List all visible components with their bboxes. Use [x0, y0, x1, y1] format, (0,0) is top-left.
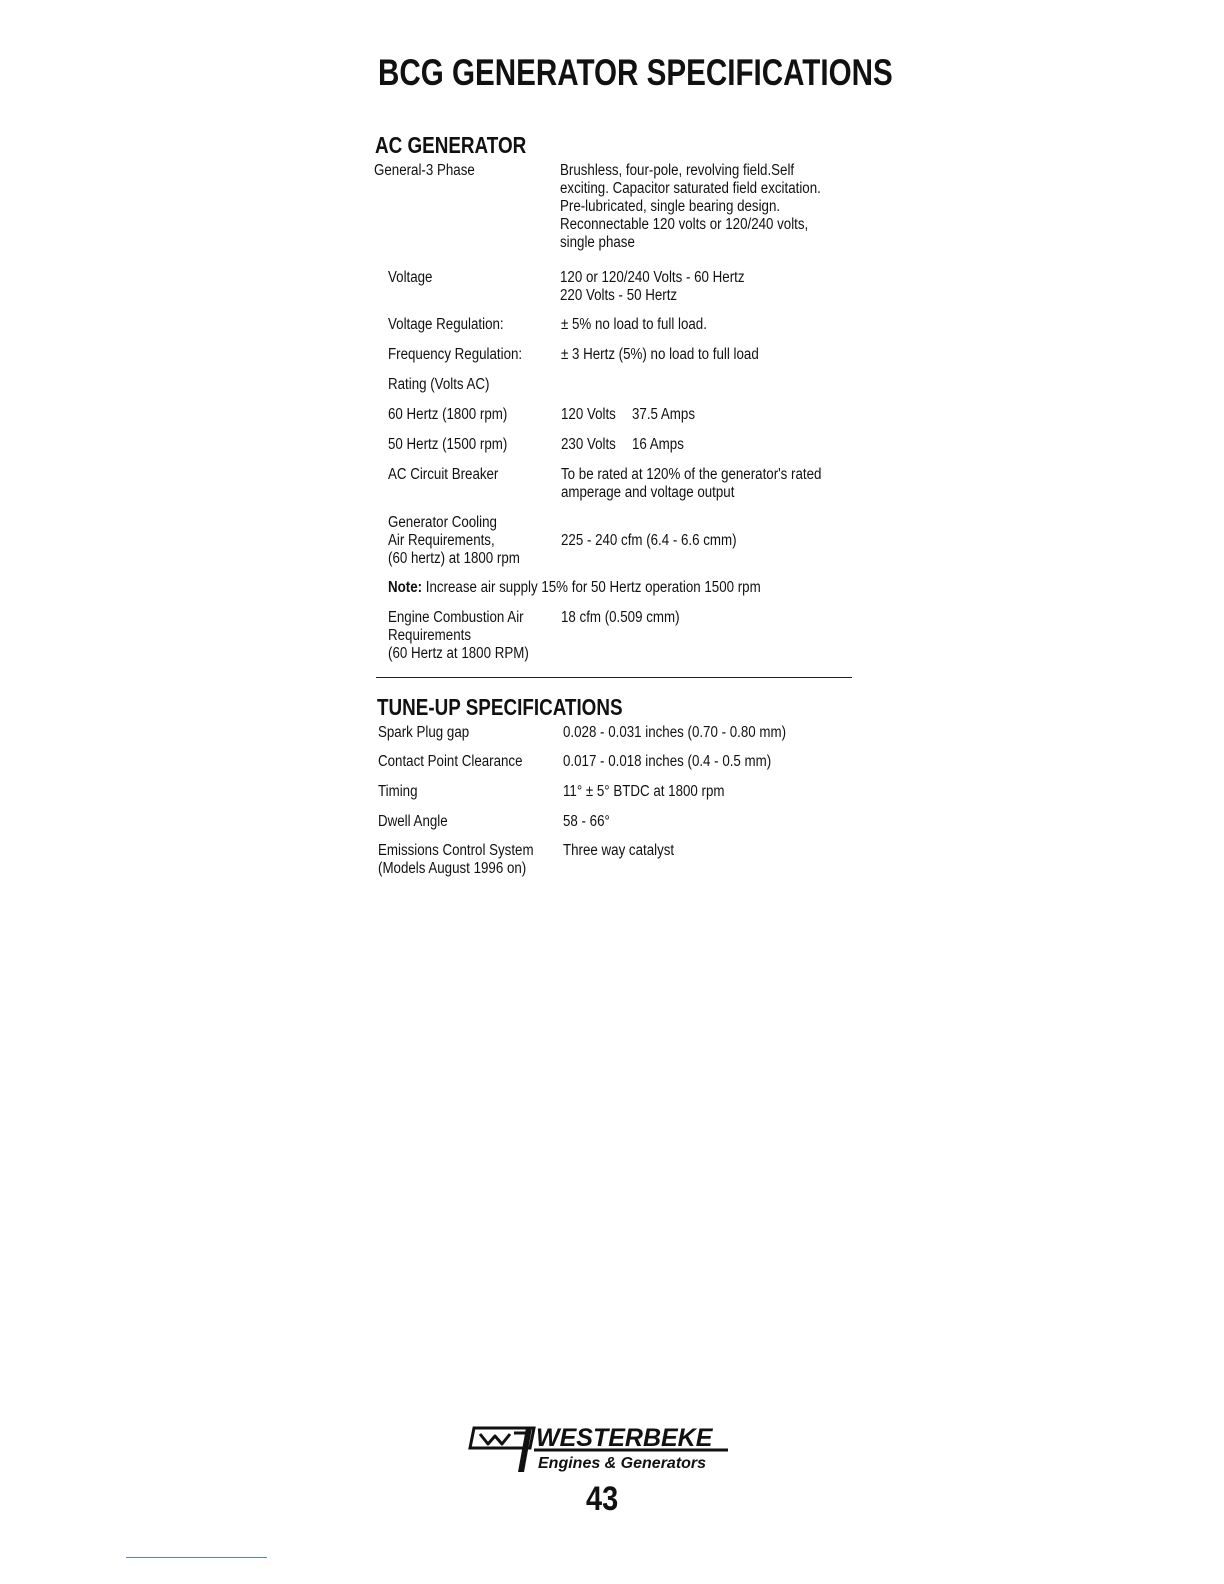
note-text-line: [388, 579, 761, 597]
spec-value-line: amperage and voltage output: [561, 484, 735, 501]
page-number: 43: [586, 1480, 619, 1518]
spec-value: 0.028 - 0.031 inches (0.70 - 0.80 mm): [563, 724, 787, 741]
spec-label: Timing: [378, 783, 418, 800]
note-text: Increase air supply 15% for 50 Hertz operation 1500 rpm: [425, 579, 761, 596]
spec-label-line: Emissions Control System: [378, 842, 534, 859]
spec-value-amps: 37.5 Amps: [632, 406, 695, 423]
spec-label: Voltage: [388, 269, 433, 286]
note-label: Note:: [388, 579, 423, 596]
ac-generator-heading: AC GENERATOR: [375, 132, 527, 158]
spec-value: Three way catalyst: [563, 842, 675, 859]
spec-label-line: Generator Cooling: [388, 514, 497, 531]
logo-tagline-text: Engines & Generators: [538, 1455, 707, 1472]
spec-label: Contact Point Clearance: [378, 753, 523, 770]
spec-label: [388, 514, 541, 568]
spec-value: 58 - 66°: [563, 813, 610, 830]
logo-brand-text: WESTERBEKE: [536, 1424, 713, 1452]
spec-label-line: Air Requirements,: [388, 532, 495, 549]
spec-value: 225 - 240 cfm (6.4 - 6.6 cmm): [561, 532, 737, 549]
spec-label: Dwell Angle: [378, 813, 448, 830]
spec-label-line: (Models August 1996 on): [378, 860, 527, 877]
w-mark-icon: [480, 1434, 510, 1444]
spec-label: Rating (Volts AC): [388, 376, 490, 393]
spec-value: 18 cfm (0.509 cmm): [561, 609, 680, 626]
spec-label-line: Requirements: [388, 627, 471, 644]
spec-label: General-3 Phase: [374, 162, 475, 179]
spec-label: Voltage Regulation:: [388, 316, 504, 333]
spec-label: 60 Hertz (1800 rpm): [388, 406, 508, 423]
page-title: BCG GENERATOR SPECIFICATIONS: [378, 52, 893, 93]
spec-value-line: 220 Volts - 50 Hertz: [560, 287, 678, 304]
spec-value: ± 3 Hertz (5%) no load to full load: [561, 346, 759, 363]
spec-label-line: (60 hertz) at 1800 rpm: [388, 550, 520, 567]
spec-value: 0.017 - 0.018 inches (0.4 - 0.5 mm): [563, 753, 772, 770]
section-divider: [376, 677, 852, 678]
spec-value-amps: 16 Amps: [632, 436, 684, 453]
spec-value: [560, 162, 863, 252]
spec-value-line: 120 or 120/240 Volts - 60 Hertz: [560, 269, 745, 286]
spec-value: [561, 466, 864, 502]
spec-value-line: single phase: [560, 234, 635, 251]
footer-underline: [126, 1557, 267, 1558]
spec-value-volts: 230 Volts: [561, 436, 616, 453]
spec-value-line: Pre-lubricated, single bearing design.: [560, 198, 781, 215]
spec-value: ± 5% no load to full load.: [561, 316, 707, 333]
spec-value-line: Reconnectable 120 volts or 120/240 volts,: [560, 216, 809, 233]
spec-value: 11° ± 5° BTDC at 1800 rpm: [563, 783, 725, 800]
spec-label-line: (60 Hertz at 1800 RPM): [388, 645, 529, 662]
spec-label: AC Circuit Breaker: [388, 466, 499, 483]
spec-value-line: Brushless, four-pole, revolving field.Self: [560, 162, 795, 179]
spec-label: Spark Plug gap: [378, 724, 470, 741]
spec-value-line: To be rated at 120% of the generator's rated: [561, 466, 822, 483]
spec-value-volts: 120 Volts: [561, 406, 616, 423]
tuneup-heading: TUNE-UP SPECIFICATIONS: [377, 694, 623, 720]
spec-label-line: Engine Combustion Air: [388, 609, 524, 626]
spec-value: [560, 269, 775, 305]
spec-value-line: exciting. Capacitor saturated field excitation.: [560, 180, 821, 197]
spec-label: [378, 842, 559, 878]
spec-label: Frequency Regulation:: [388, 346, 523, 363]
westerbeke-logo: [468, 1424, 730, 1474]
spec-label: [388, 609, 552, 663]
spec-label: 50 Hertz (1500 rpm): [388, 436, 508, 453]
